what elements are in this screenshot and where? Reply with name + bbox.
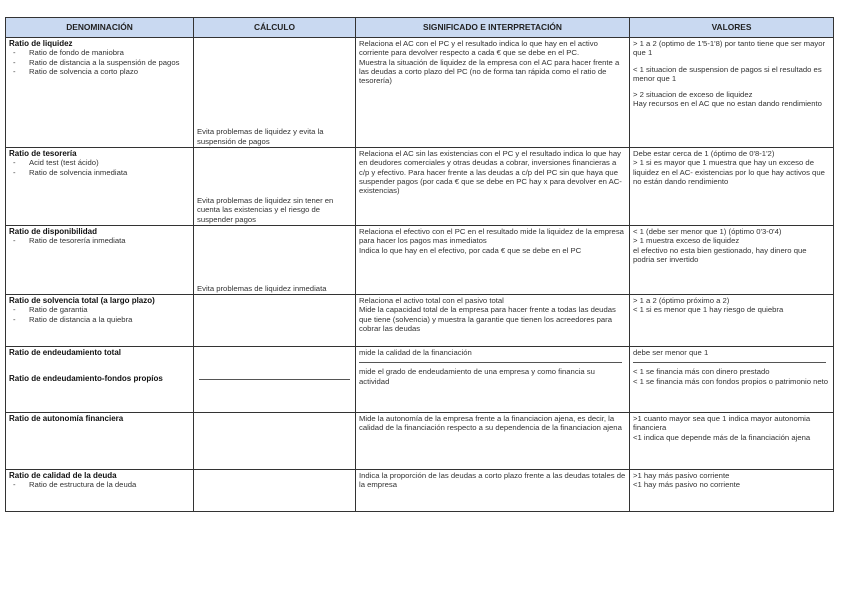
header-denominacion: DENOMINACIÓN xyxy=(6,18,194,38)
calculo-cell xyxy=(194,413,356,470)
significado-cell xyxy=(356,470,630,512)
significado-text: Mide la autonomía de la empresa frente a la financiacion ajena, es decir, la calidad de la financiación respecto a su dependencia de la financiacion ajena xyxy=(359,414,622,433)
denominacion-cell xyxy=(6,347,194,413)
table-row xyxy=(6,295,834,347)
calculo-text: Evita problemas de liquidez y evita la suspensión de pagos xyxy=(197,127,324,146)
valores-divider xyxy=(633,362,826,363)
significado-cell xyxy=(356,413,630,470)
sub-ratio: - Acid test (test ácido) xyxy=(29,158,190,167)
significado-divider xyxy=(359,362,622,363)
significado-text: Relaciona el efectivo con el PC en el resultado mide la liquidez de la empresa para hacer los pagos mas inmediatos Indica lo que hay en el efectivo, por cada € que se debe en el PC xyxy=(359,227,624,255)
table-row xyxy=(6,148,834,226)
sub-ratio: - Ratio de tesorería inmediata xyxy=(29,236,190,245)
header-calculo: CÁLCULO xyxy=(194,18,356,38)
valores-text: >1 cuanto mayor sea que 1 indica mayor autonomia financiera <1 indica que depende más de la financiación ajena xyxy=(633,414,811,442)
significado-cell xyxy=(356,38,630,148)
table-row xyxy=(6,413,834,470)
valores-text: debe ser menor que 1 xyxy=(633,348,709,357)
significado-text: Muestra la situación de liquidez de la empresa con el AC para hacer frente a las deudas a corto plazo del PC (no de forma tan rápida como el ratio de tesorería) xyxy=(359,57,620,86)
sub-ratio: - Ratio de solvencia inmediata xyxy=(29,168,190,177)
calculo-cell xyxy=(194,226,356,295)
ratio-name: Ratio de tesorería xyxy=(9,149,77,158)
ratio-name: Ratio de disponibilidad xyxy=(9,227,97,236)
ratio-name: Ratio de endeudamiento-fondos propíos xyxy=(9,374,163,384)
denominacion-cell xyxy=(6,148,194,226)
ratio-name: Ratio de autonomía financiera xyxy=(9,414,124,423)
denominacion-cell xyxy=(6,470,194,512)
header-valores: VALORES xyxy=(630,18,834,38)
valores-text: > 2 situacion de exceso de liquidez Hay recursos en el AC que no estan dando rendimiento xyxy=(633,90,822,109)
sub-ratio-list xyxy=(9,158,190,177)
calculo-cell xyxy=(194,295,356,347)
sub-ratio: - Ratio de estructura de la deuda xyxy=(29,480,190,489)
valores-text: >1 hay más pasivo corriente <1 hay más pasivo no corriente xyxy=(633,471,741,490)
header-row xyxy=(6,18,834,38)
significado-cell xyxy=(356,347,630,413)
ratio-name: Ratio de solvencia total (a largo plazo) xyxy=(9,296,155,305)
valores-cell xyxy=(630,470,834,512)
ratios-table xyxy=(5,17,834,512)
significado-cell xyxy=(356,148,630,226)
valores-cell xyxy=(630,148,834,226)
valores-cell xyxy=(630,413,834,470)
table-row xyxy=(6,38,834,148)
valores-text: < 1 se financia más con dinero prestado < 1 se financia más con fondos propios o patrimonio neto xyxy=(633,367,829,386)
significado-text: mide el grado de endeudamiento de una empresa y como financia su actividad xyxy=(359,367,595,386)
significado-text: mide la calidad de la financiación xyxy=(359,348,472,357)
sub-ratio: - Ratio de fondo de maniobra xyxy=(29,48,190,57)
sub-ratio: - Ratio de garantia xyxy=(29,305,190,314)
sub-ratio: - Ratio de solvencia a corto plazo xyxy=(29,67,190,76)
denominacion-cell xyxy=(6,226,194,295)
significado-text: Relaciona el AC con el PC y el resultado indica lo que hay en el activo corriente para devolver respecto a cada € que se debe en el PC. xyxy=(359,39,598,58)
sub-ratio-list xyxy=(9,305,190,324)
ratio-name: Ratio de endeudamiento total xyxy=(9,348,122,357)
sub-ratio: - Ratio de distancia a la quiebra xyxy=(29,315,190,324)
valores-text: > 1 a 2 (óptimo próximo a 2) < 1 si es menor que 1 hay riesgo de quiebra xyxy=(633,296,784,315)
calculo-text: Evita problemas de liquidez sin tener en cuenta las existencias y el riesgo de suspender pagos xyxy=(197,196,334,224)
significado-cell xyxy=(356,295,630,347)
valores-cell xyxy=(630,295,834,347)
valores-cell xyxy=(630,347,834,413)
significado-cell xyxy=(356,226,630,295)
significado-text: Indica la proporción de las deudas a corto plazo frente a las deudas totales de la empresa xyxy=(359,471,626,490)
denominacion-cell xyxy=(6,413,194,470)
sub-ratio: - Ratio de distancia a la suspensión de pagos xyxy=(29,58,190,67)
denominacion-cell xyxy=(6,295,194,347)
valores-cell xyxy=(630,38,834,148)
calculo-divider xyxy=(199,379,350,380)
significado-text: Relaciona el activo total con el pasivo total Mide la capacidad total de la empresa para hacer frente a todas las deudas que tiene (solvencia) y muestra la garantie que tienen los acreedores para cobrar las deudas xyxy=(359,296,616,333)
valores-text: < 1 (debe ser menor que 1) (óptimo 0'3-0'4) > 1 muestra exceso de liquidez el efectivo no esta bien gestionado, hay dinero que podria ser invertido xyxy=(633,227,807,264)
header-significado: SIGNIFICADO E INTERPRETACIÓN xyxy=(356,18,630,38)
calculo-cell xyxy=(194,347,356,413)
sub-ratio-list xyxy=(9,236,190,245)
significado-text: Relaciona el AC sin las existencias con el PC y el resultado indica lo que hay en deudores comerciales y otras deudas a cobrar, inversiones financieras a c/p y efectivo. Para hacer frente a las deudas a c/p del PC sin que haya que suspender pagos (por cada € que se debe en PC hay x para devolver en AC-existencias) xyxy=(359,149,622,196)
calculo-cell xyxy=(194,148,356,226)
denominacion-cell xyxy=(6,38,194,148)
calculo-cell xyxy=(194,38,356,148)
valores-text: < 1 situacion de suspension de pagos si el resultado es menor que 1 xyxy=(633,64,822,83)
valores-text: > 1 a 2 (optimo de 1'5-1'8) por tanto tiene que ser mayor que 1 xyxy=(633,39,826,58)
sub-ratio-list xyxy=(9,48,190,76)
table-row xyxy=(6,470,834,512)
table-row xyxy=(6,347,834,413)
ratio-name: Ratio de liquidez xyxy=(9,39,73,48)
valores-cell xyxy=(630,226,834,295)
table-row xyxy=(6,226,834,295)
valores-text: Debe estar cerca de 1 (óptimo de 0'8-1'2) > 1 si es mayor que 1 muestra que hay un exceso de liquidez en el AC- existencias por lo que hay activos que no están dando rendimiento xyxy=(633,149,825,186)
calculo-cell xyxy=(194,470,356,512)
sub-ratio-list xyxy=(9,480,190,489)
calculo-text: Evita problemas de liquidez inmediata xyxy=(197,283,327,293)
ratio-name: Ratio de calidad de la deuda xyxy=(9,471,117,480)
